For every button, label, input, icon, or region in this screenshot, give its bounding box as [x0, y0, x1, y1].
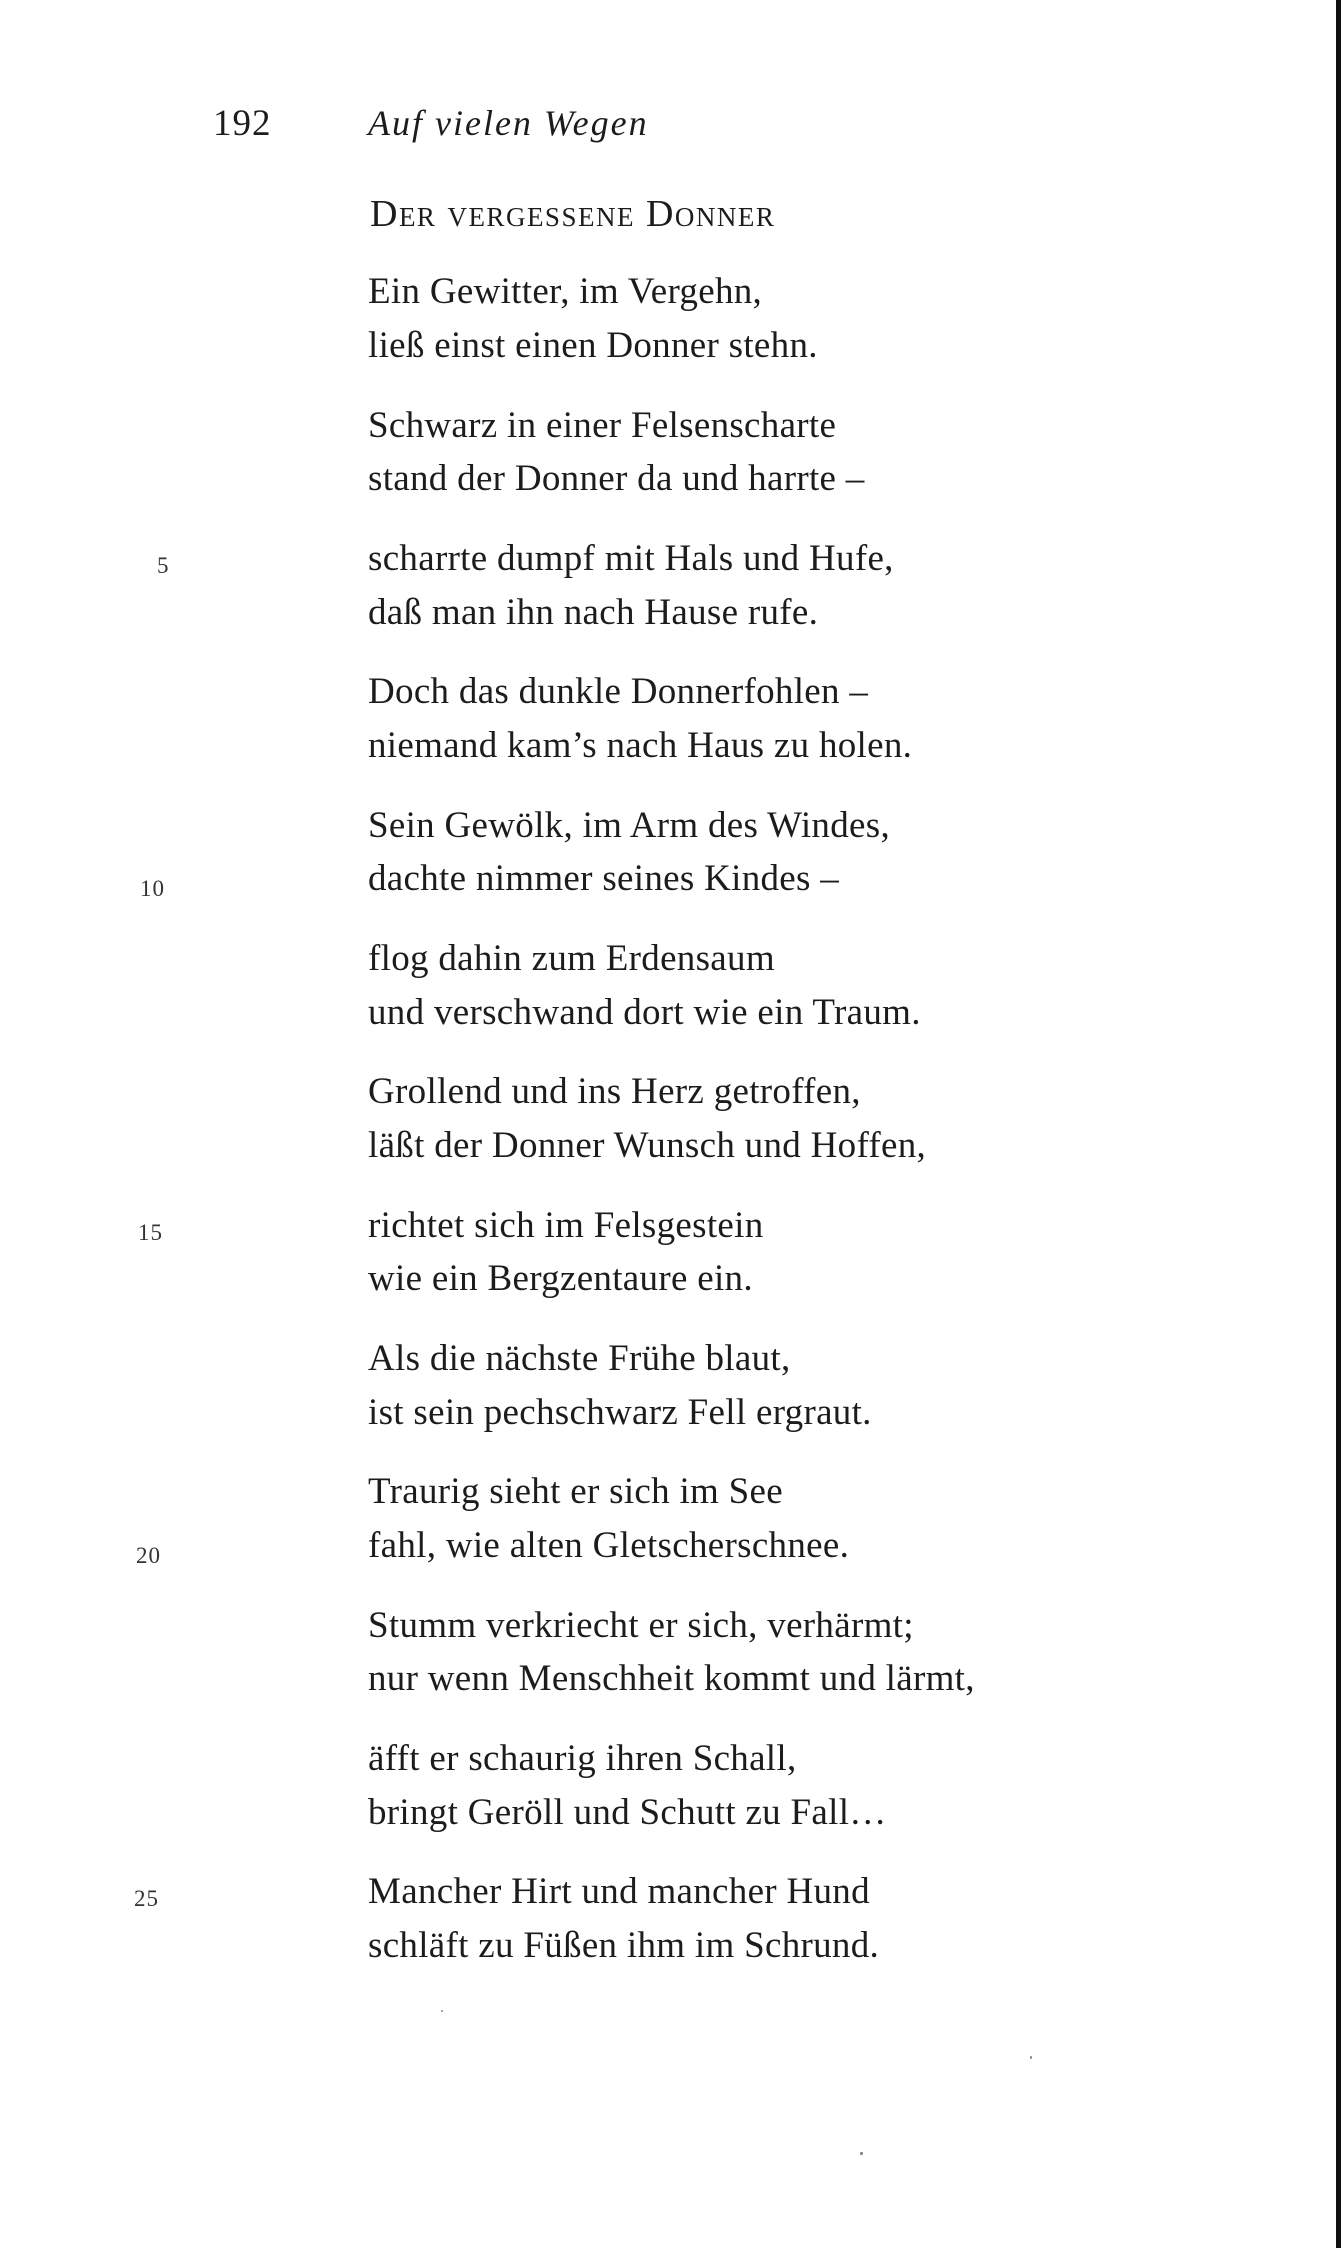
poem-line: ist sein pechschwarz Fell ergraut.	[368, 1392, 872, 1433]
poem-line: nur wenn Menschheit kommt und lärmt,	[368, 1658, 975, 1699]
poem-line: Als die nächste Frühe blaut,	[368, 1338, 791, 1379]
poem-line: ließ einst einen Donner stehn.	[368, 325, 818, 366]
poem-line: bringt Geröll und Schutt zu Fall…	[368, 1792, 887, 1833]
poem-line: Stumm verkriecht er sich, verhärmt;	[368, 1605, 914, 1646]
poem-line: dachte nimmer seines Kindes –	[368, 858, 840, 899]
scan-speck	[1030, 2056, 1032, 2059]
poem-line: Sein Gewölk, im Arm des Windes,	[368, 805, 891, 846]
scan-speck	[441, 2010, 443, 2012]
page-edge	[1336, 0, 1341, 2248]
line-number: 10	[140, 876, 165, 901]
poem-line: fahl, wie alten Gletscherschnee.	[368, 1525, 850, 1566]
poem-line: Schwarz in einer Felsenscharte	[368, 405, 837, 446]
poem-line: und verschwand dort wie ein Traum.	[368, 992, 921, 1033]
poem-line: Traurig sieht er sich im See	[368, 1471, 784, 1512]
poem-line: Doch das dunkle Donnerfohlen –	[368, 671, 869, 712]
scan-speck	[860, 2152, 863, 2155]
poem-line: läßt der Donner Wunsch und Hoffen,	[368, 1125, 927, 1166]
poem-line: Ein Gewitter, im Vergehn,	[368, 271, 763, 312]
page-number: 192	[213, 103, 272, 144]
running-head: Auf vielen Wegen	[368, 103, 649, 143]
poem-line: richtet sich im Felsgestein	[368, 1205, 764, 1246]
poem-line: Mancher Hirt und mancher Hund	[368, 1871, 870, 1912]
poem-line: niemand kam’s nach Haus zu holen.	[368, 725, 913, 766]
poem-line: flog dahin zum Erdensaum	[368, 938, 775, 979]
poem-line: daß man ihn nach Hause rufe.	[368, 592, 819, 633]
poem-line: scharrte dumpf mit Hals und Hufe,	[368, 538, 894, 579]
line-number: 25	[134, 1886, 159, 1911]
poem-line: wie ein Bergzentaure ein.	[368, 1258, 753, 1299]
poem-line: schläft zu Füßen ihm im Schrund.	[368, 1925, 880, 1966]
line-number: 20	[136, 1543, 161, 1568]
line-number: 15	[138, 1220, 163, 1245]
line-number: 5	[157, 553, 170, 578]
poem-line: stand der Donner da und harrte –	[368, 458, 865, 499]
poem-line: Grollend und ins Herz getroffen,	[368, 1071, 861, 1112]
poem-title: Der vergessene Donner	[370, 193, 776, 235]
poem-line: äfft er schaurig ihren Schall,	[368, 1738, 797, 1779]
